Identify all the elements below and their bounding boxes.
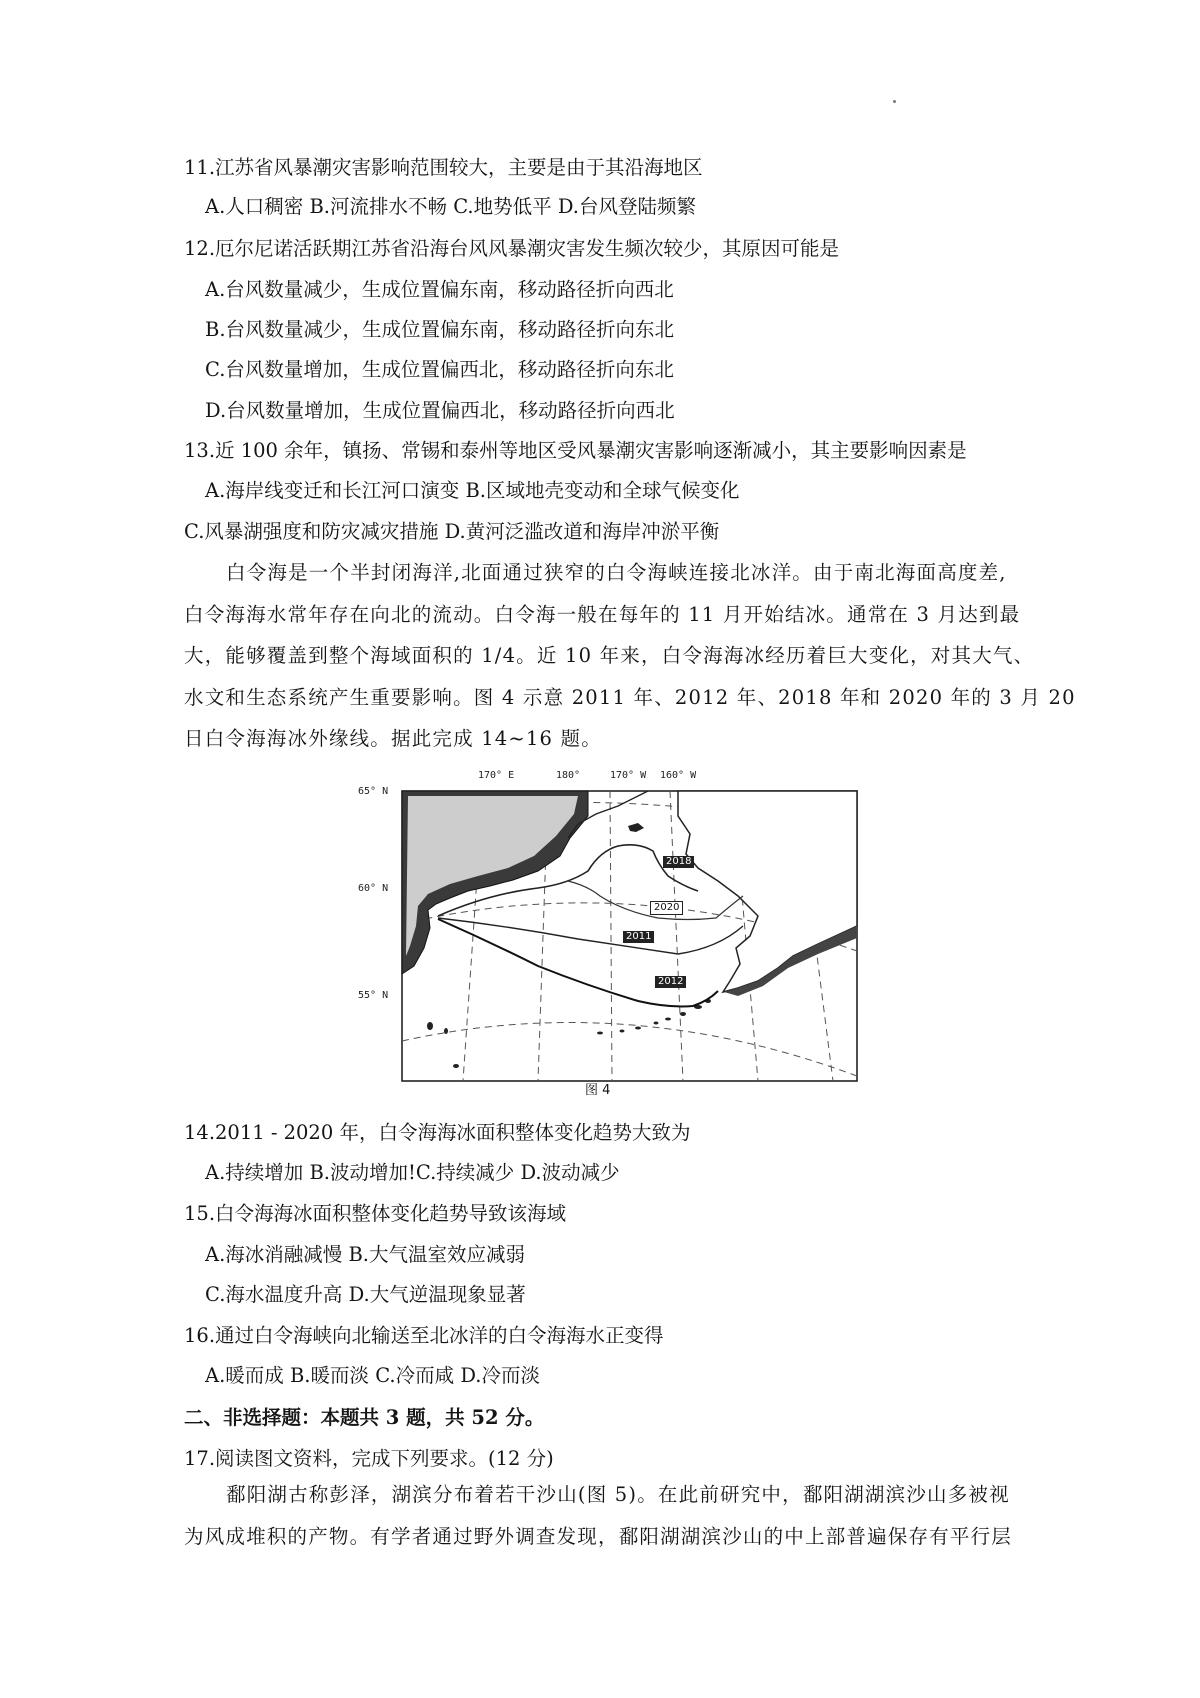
bering-sea-passage bbox=[184, 552, 1076, 760]
lon-label-170e: 170° E bbox=[478, 770, 515, 781]
question-12-stem: 12.厄尔尼诺活跃期江苏省沿海台风风暴潮灾害发生频次较少，其原因可能是 bbox=[184, 237, 840, 260]
q17-passage-line-1: 鄱阳湖古称彭泽，湖滨分布着若干沙山(图 5)。在此前研究中，鄱阳湖湖滨沙山多被视 bbox=[226, 1483, 1010, 1506]
question-16-stem: 16.通过白令海峡向北输送至北冰洋的白令海海水正变得 bbox=[184, 1324, 664, 1347]
scan-speck bbox=[893, 100, 896, 103]
question-12-option-a: A.台风数量减少，生成位置偏东南，移动路径折向西北 bbox=[205, 278, 674, 301]
question-12-option-d: D.台风数量增加，生成位置偏西北，移动路径折向西北 bbox=[205, 399, 675, 422]
question-17-passage bbox=[184, 1474, 1024, 1557]
lon-label-180: 180° bbox=[556, 770, 581, 781]
q17-passage-line-2: 为风成堆积的产物。有学者通过野外调查发现，鄱阳湖湖滨沙山的中上部普遍保存有平行层 bbox=[184, 1524, 1013, 1548]
question-12-option-c: C.台风数量增加，生成位置偏西北，移动路径折向东北 bbox=[205, 358, 674, 381]
passage-line-1: 白令海是一个半封闭海洋,北面通过狭窄的白令海峡连接北冰洋。由于南北海面高度差, bbox=[226, 561, 1007, 584]
question-12-option-b: B.台风数量减少，生成位置偏东南，移动路径折向东北 bbox=[205, 318, 675, 341]
lon-label-170w: 170° W bbox=[610, 770, 647, 781]
ice-edge-label-2020: 2020 bbox=[650, 901, 683, 915]
question-14-stem: 14.2011 - 2020 年，白令海海冰面积整体变化趋势大致为 bbox=[184, 1121, 691, 1144]
passage-line-2: 白令海海水常年存在向北的流动。白令海一般在每年的 11 月开始结冰。通常在 3 月达到最 bbox=[184, 602, 1021, 626]
question-14-options: A.持续增加 B.波动增加!C.持续减少 D.波动减少 bbox=[205, 1161, 620, 1184]
lat-label-55n: 55° N bbox=[358, 990, 389, 1001]
question-15-stem: 15.白令海海冰面积整体变化趋势导致该海域 bbox=[184, 1202, 567, 1225]
question-17-stem: 17.阅读图文资料，完成下列要求。(12 分) bbox=[184, 1447, 554, 1470]
passage-line-3: 大，能够覆盖到整个海域面积的 1/4。近 10 年来，白令海海冰经历着巨大变化，对其大气、 bbox=[184, 644, 1035, 668]
question-13-options-ab: A.海岸线变迁和长江河口演变 B.区域地壳变动和全球气候变化 bbox=[205, 479, 740, 502]
section-2-heading: 二、非选择题：本题共 3 题，共 52 分。 bbox=[184, 1406, 545, 1429]
figure-4-caption: 图 4 bbox=[585, 1083, 611, 1098]
figure-4-bering-sea-ice-map bbox=[338, 770, 868, 1106]
lat-label-60n: 60° N bbox=[358, 883, 389, 894]
lon-label-160w: 160° W bbox=[660, 770, 697, 781]
question-11-stem: 11.江苏省风暴潮灾害影响范围较大，主要是由于其沿海地区 bbox=[184, 156, 703, 179]
question-15-options-cd: C.海水温度升高 D.大气逆温现象显著 bbox=[205, 1283, 526, 1306]
ice-edge-map bbox=[338, 776, 868, 1106]
question-13-options-cd: C.风暴湖强度和防灾减灾措施 D.黄河泛滥改道和海岸冲淤平衡 bbox=[184, 520, 720, 543]
ice-edge-label-2018: 2018 bbox=[663, 856, 694, 868]
passage-line-4: 水文和生态系统产生重要影响。图 4 示意 2011 年、2012 年、2018 年和 2020 年的 3 月 20 bbox=[184, 685, 1076, 709]
question-13-stem: 13.近 100 余年，镇扬、常锡和泰州等地区受风暴潮灾害影响逐渐减小，其主要影响因素是 bbox=[184, 439, 967, 462]
question-15-options-ab: A.海冰消融减慢 B.大气温室效应减弱 bbox=[205, 1243, 526, 1266]
ice-edge-label-2012: 2012 bbox=[655, 976, 686, 988]
ice-edge-label-2011: 2011 bbox=[623, 931, 654, 943]
question-11-options: A.人口稠密 B.河流排水不畅 C.地势低平 D.台风登陆频繁 bbox=[205, 195, 696, 218]
lat-label-65n: 65° N bbox=[358, 786, 389, 797]
question-16-options: A.暖而成 B.暖而淡 C.冷而咸 D.冷而淡 bbox=[205, 1364, 540, 1387]
passage-line-5: 日白令海海冰外缘线。据此完成 14~16 题。 bbox=[184, 727, 602, 751]
